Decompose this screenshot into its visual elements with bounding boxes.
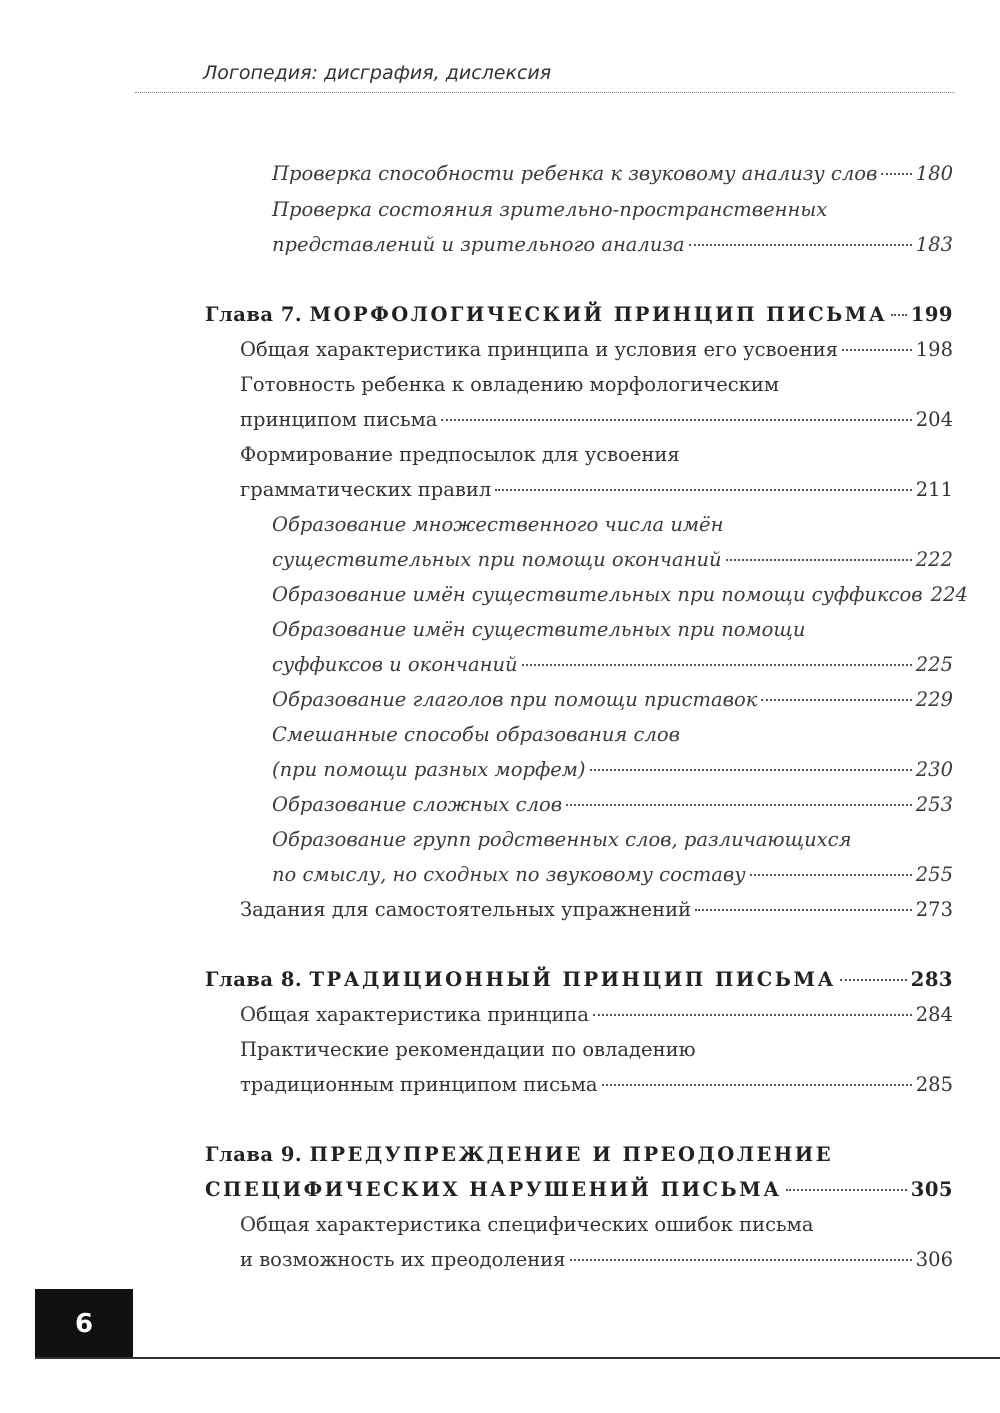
toc-chapter-8: Глава 8. ТРАДИЦИОННЫЙ ПРИНЦИП ПИСЬМА 283 xyxy=(205,968,953,991)
toc-entry: Проверка состояния зрительно-пространственных xyxy=(272,198,828,221)
toc-entry: Практические рекомендации по овладению xyxy=(240,1038,696,1061)
toc-entry: Образование глаголов при помощи приставок 229 xyxy=(272,688,953,711)
running-header: Логопедия: дисграфия, дислексия xyxy=(203,62,552,84)
header-divider xyxy=(135,92,955,93)
toc-entry: Общая характеристика принципа 284 xyxy=(240,1003,953,1026)
toc-entry: Общая характеристика специфических ошибок письма xyxy=(240,1213,814,1236)
toc-entry: представлений и зрительного анализа 183 xyxy=(272,233,953,256)
toc-entry: принципом письма 204 xyxy=(240,408,953,431)
toc-entry: Задания для самостоятельных упражнений 273 xyxy=(240,898,953,921)
toc-entry: грамматических правил 211 xyxy=(240,478,953,501)
toc-chapter-7: Глава 7. МОРФОЛОГИЧЕСКИЙ ПРИНЦИП ПИСЬМА 199 xyxy=(205,303,953,326)
toc-chapter-9: Глава 9. ПРЕДУПРЕЖДЕНИЕ И ПРЕОДОЛЕНИЕ xyxy=(205,1143,834,1166)
toc-entry: Образование множественного числа имён xyxy=(272,513,724,536)
toc-entry: существительных при помощи окончаний 222 xyxy=(272,548,953,571)
toc-entry: Формирование предпосылок для усвоения xyxy=(240,443,680,466)
toc-entry: Образование имён существительных при помощи суффиксов 224 xyxy=(272,583,968,606)
toc-chapter-9-cont: СПЕЦИФИЧЕСКИХ НАРУШЕНИЙ ПИСЬМА 305 xyxy=(205,1178,953,1201)
page-number-box xyxy=(35,1289,133,1359)
toc-entry: Образование имён существительных при помощи xyxy=(272,618,806,641)
toc-entry: по смыслу, но сходных по звуковому составу 255 xyxy=(272,863,953,886)
toc-entry: Образование сложных слов 253 xyxy=(272,793,953,816)
toc-entry: Проверка способности ребенка к звуковому анализу слов 180 xyxy=(272,162,953,185)
page-number: 6 xyxy=(74,1309,94,1339)
toc-entry: суффиксов и окончаний 225 xyxy=(272,653,953,676)
toc-entry: Общая характеристика принципа и условия его усвоения 198 xyxy=(240,338,953,361)
toc-entry: Образование групп родственных слов, различающихся xyxy=(272,828,852,851)
toc-entry: традиционным принципом письма 285 xyxy=(240,1073,953,1096)
toc-entry: (при помощи разных морфем) 230 xyxy=(272,758,953,781)
toc-entry: Готовность ребенка к овладению морфологическим xyxy=(240,373,780,396)
toc-entry: и возможность их преодоления 306 xyxy=(240,1248,953,1271)
footer-divider xyxy=(35,1357,1000,1359)
toc-entry: Смешанные способы образования слов xyxy=(272,723,680,746)
